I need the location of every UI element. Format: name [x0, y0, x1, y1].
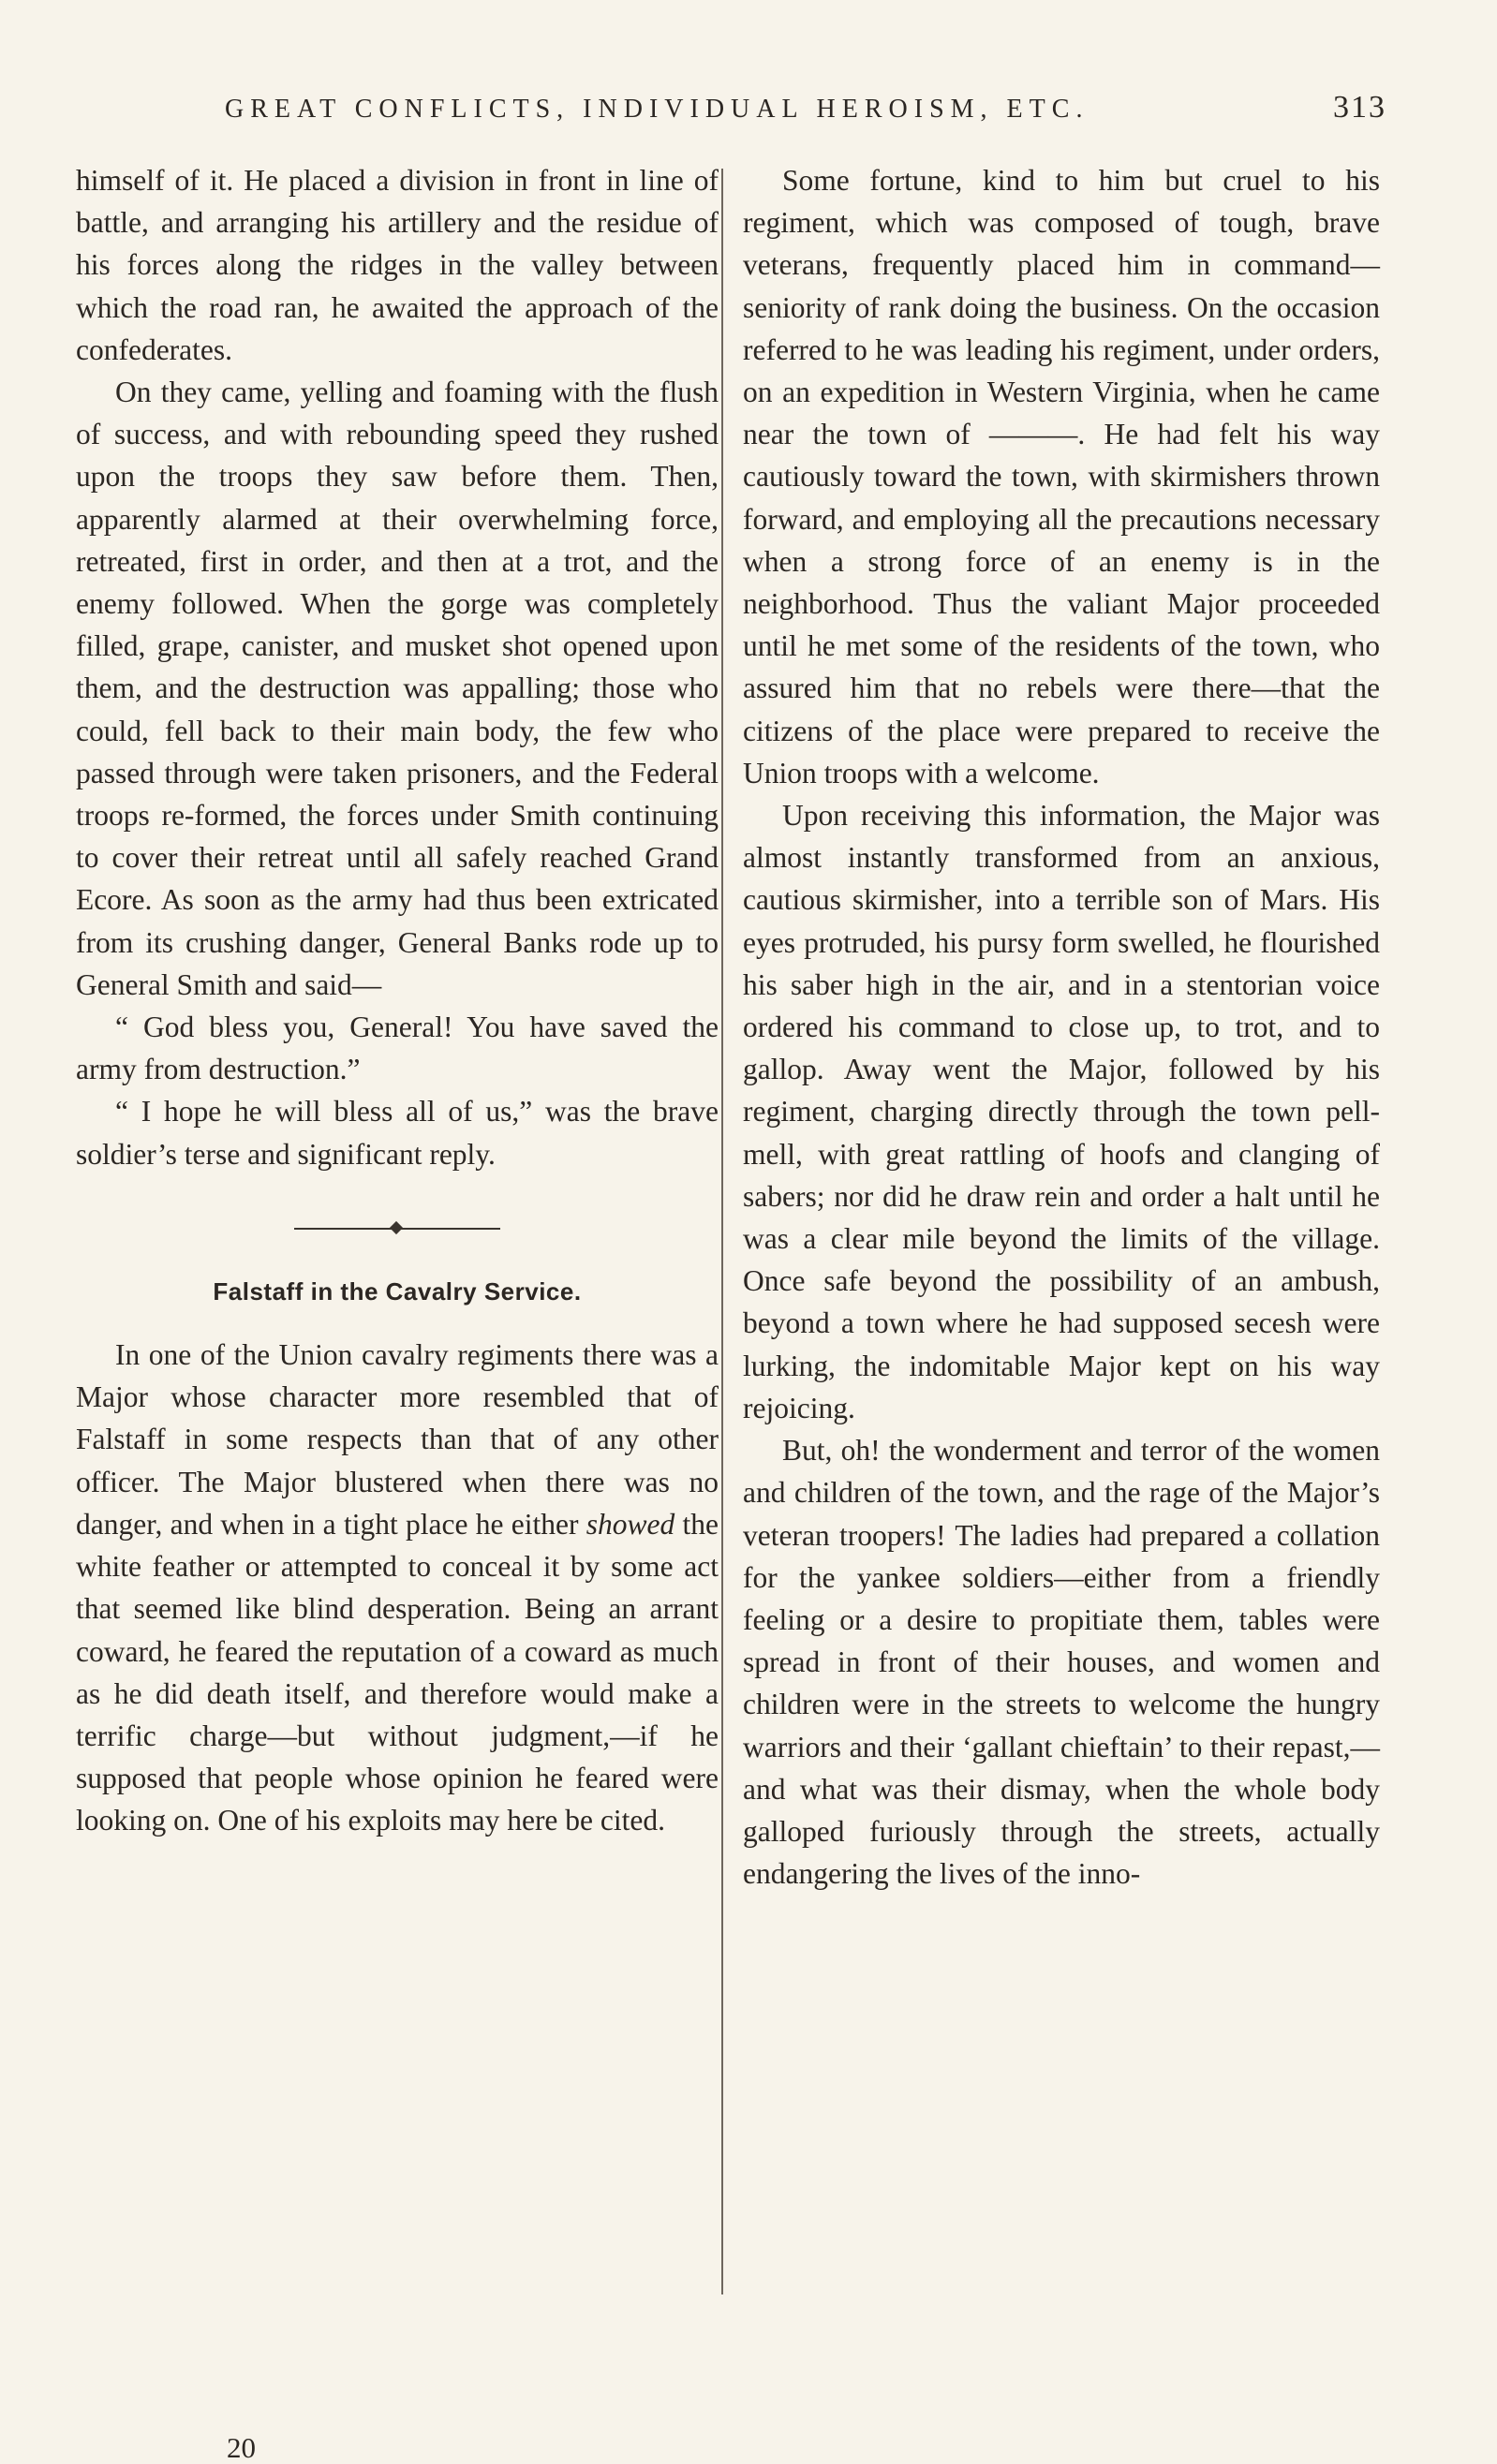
paragraph — [76, 1334, 719, 1841]
section-heading: Falstaff in the Cavalry Service. — [213, 1276, 582, 1306]
left-column — [76, 159, 719, 1842]
text-run: the white feather or attempted to conceal it by some act that seemed like blind desperation. Being an arrant coward, he feared the reputation of a coward as much as he did death itself, and therefore would make a terrific charge—but without judgment,—if he supposed that people whose opinion he feared were looking on. One of his exploits may here be cited. — [76, 1507, 719, 1837]
ornament-diamond-icon — [390, 1221, 403, 1234]
text-run: In one of the Union cavalry regiments there was a Major whose character more resembled that of Falstaff in some respects than that of any other officer. The Major blustered when there was no danger, and when in a tight place he either — [76, 1338, 719, 1541]
column-divider — [721, 169, 723, 2294]
paragraph: On they came, yelling and foaming with the flush of success, and with rebounding speed they rushed upon the troops they saw before them. Then, apparently alarmed at their overwhelming force, retreated, first in order, and then at a trot, and the enemy followed. When the gorge was completely filled, grape, canister, and musket shot opened upon them, and the destruction was appalling; those who could, fell back to their main body, the few who passed through were taken prisoners, and the Federal troops re-formed, the forces under Smith continuing to cover their retreat until all safely reached Grand Ecore. As soon as the army had thus been extricated from its crushing danger, General Banks rode up to General Smith and said— — [76, 376, 719, 1001]
italic-word: showed — [585, 1507, 675, 1541]
paragraph: “ I hope he will bless all of us,” was the brave soldier’s terse and significant reply. — [76, 1095, 719, 1171]
page-number: 313 — [1333, 90, 1386, 125]
paragraph: Upon receiving this information, the Major was almost instantly transformed from an anxious, cautious skirmisher, into a terrible son of Mars. His eyes protruded, his pursy form swelled, he flourished his saber high in the air, and in a stentorian voice ordered his command to close up, to trot, and to gallop. Away went the Major, followed by his regiment, charging directly through the town pell-mell, with great rattling of hoofs and clanging of sabers; nor did he draw rein and order a halt until he was a clear mile beyond the limits of the village. Once safe beyond the possibility of an ambush, beyond a town where he had supposed secesh were lurking, the indomitable Major kept on his way rejoicing. — [743, 799, 1380, 1424]
running-title: GREAT CONFLICTS, INDIVIDUAL HEROISM, ETC. — [225, 95, 1089, 124]
section-ornament — [294, 1207, 500, 1250]
running-header — [225, 90, 1386, 125]
paragraph: himself of it. He placed a division in front in line of battle, and arranging his artillery and the residue of his forces along the ridges in the valley between which the road ran, he awaited the approach of the confederates. — [76, 164, 719, 366]
signature-mark: 20 — [227, 2431, 256, 2464]
paragraph: Some fortune, kind to him but cruel to his regiment, which was composed of tough, brave veterans, frequently placed him in command—seniority of rank doing the business. On the occasion referred to he was leading his regiment, under orders, on an expedition in Western Virginia, when he came near the town of ———. He had felt his way cautiously toward the town, with skirmishers thrown forward, and employing all the precautions necessary when a strong force of an enemy is in the neighborhood. Thus the valiant Major proceeded until he met some of the residents of the town, who assured him that no rebels were there—that the citizens of the place were prepared to receive the Union troops with a welcome. — [743, 164, 1380, 789]
right-column — [743, 159, 1380, 1895]
paragraph: “ God bless you, General! You have saved the army from destruction.” — [76, 1011, 719, 1086]
paragraph: But, oh! the wonderment and terror of the women and children of the town, and the rage of the Major’s veteran troopers! The ladies had prepared a collation for the yankee soldiers—either from a friendly feeling or a desire to propitiate them, tables were spread in front of their houses, and women and children were in the streets to welcome the hungry warriors and their ‘gallant chieftain’ to their repast,—and what was their dismay, when the whole body galloped furiously through the streets, actually endangering the lives of the inno- — [743, 1434, 1380, 1891]
